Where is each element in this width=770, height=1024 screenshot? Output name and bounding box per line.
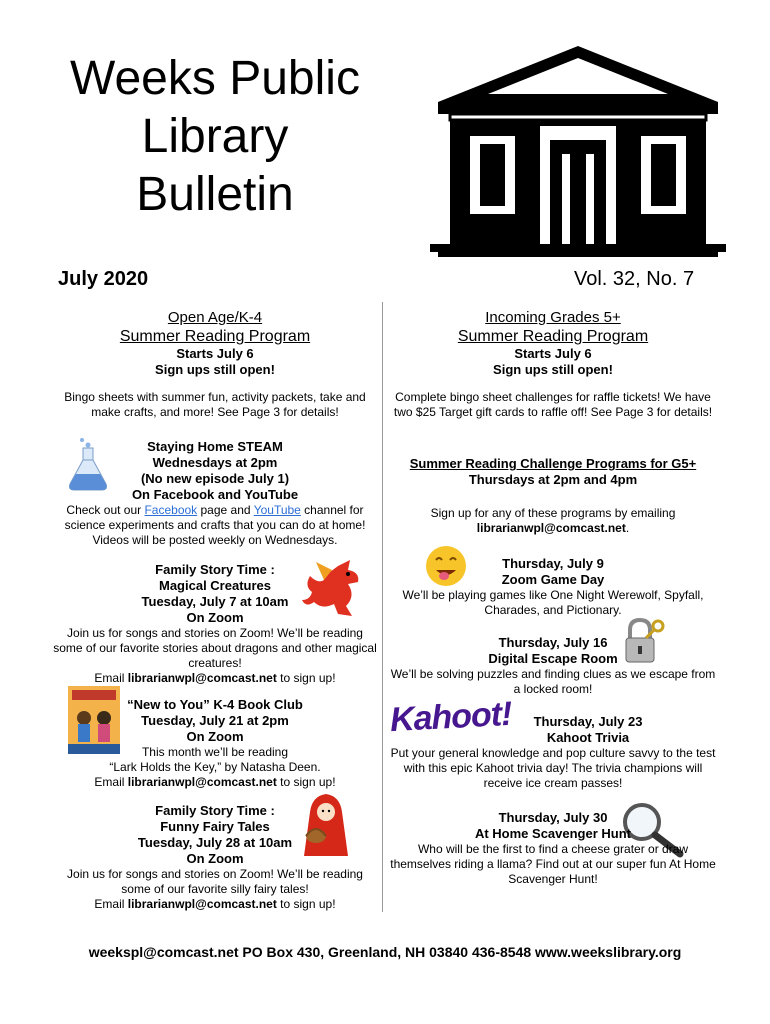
event1-desc: We’ll be playing games like One Night Werewolf, Spyfall, Charades, and Pictionary. xyxy=(402,588,704,617)
steam-title: Staying Home STEAM xyxy=(147,439,283,454)
left-srp-section xyxy=(52,308,378,420)
event4-desc: Who will be the first to find a cheese grater or draw themselves riding a llama? Find out at our super fun At Home Scavenger Hunt! xyxy=(390,842,716,886)
left-srp-title1: Open Age/K-4 xyxy=(167,309,263,326)
left-srp-starts: Starts July 6 xyxy=(176,346,254,361)
steam-section xyxy=(52,439,378,548)
youtube-link[interactable]: YouTube xyxy=(253,503,301,517)
challenge-title: Summer Reading Challenge Programs for G5+ xyxy=(409,456,697,471)
event3-name: Kahoot Trivia xyxy=(546,730,630,745)
title-line-2: Library xyxy=(141,110,289,163)
steam-desc: Check out our Facebook page and YouTube channel for science experiments and crafts that you can do at home! Videos will be posted weekly on Wednesdays. xyxy=(64,503,366,547)
story1-email[interactable]: librarianwpl@comcast.net xyxy=(127,671,277,685)
steam-where: On Facebook and YouTube xyxy=(131,487,299,502)
event2-date: Thursday, July 16 xyxy=(498,635,608,650)
story2-subtitle: Funny Fairy Tales xyxy=(160,819,270,834)
story1-section xyxy=(52,562,378,686)
story1-desc: Join us for songs and stories on Zoom! We’ll be reading some of our favorite stories about dragons and other magical creatures! xyxy=(53,626,377,670)
event3-section xyxy=(390,714,716,791)
kahoot-logo: Kahoot! xyxy=(389,694,513,740)
challenge-time: Thursdays at 2pm and 4pm xyxy=(468,472,638,487)
left-srp-desc: Bingo sheets with summer fun, activity packets, take and make crafts, and more! See Page 3 for details! xyxy=(64,390,366,419)
bookclub-email-line: Email librarianwpl@comcast.net to sign up! xyxy=(94,775,336,789)
bookclub-title: “New to You” K-4 Book Club xyxy=(127,697,303,712)
right-srp-signups: Sign ups still open! xyxy=(493,362,613,377)
bookclub-desc2: “Lark Holds the Key,” by Natasha Deen. xyxy=(109,760,321,774)
steam-time: Wednesdays at 2pm xyxy=(152,455,278,470)
event1-date: Thursday, July 9 xyxy=(502,556,604,571)
bookclub-date: Tuesday, July 21 at 2pm xyxy=(141,713,289,728)
right-srp-title2: Summer Reading Program xyxy=(457,328,649,345)
left-srp-title2: Summer Reading Program xyxy=(119,328,311,345)
event2-desc: We’ll be solving puzzles and finding clues as we escape from a locked room! xyxy=(390,667,716,696)
issue-volume: Vol. 32, No. 7 xyxy=(574,268,695,290)
challenge-section xyxy=(390,456,716,536)
story1-subtitle: Magical Creatures xyxy=(159,578,271,593)
bookclub-where: On Zoom xyxy=(186,729,244,744)
story2-title: Family Story Time : xyxy=(155,803,275,818)
story1-date: Tuesday, July 7 at 10am xyxy=(141,594,289,609)
title-line-3: Bulletin xyxy=(136,168,294,221)
story2-section xyxy=(52,803,378,912)
event4-date: Thursday, July 30 xyxy=(498,810,608,825)
story2-email[interactable]: librarianwpl@comcast.net xyxy=(127,897,277,911)
column-divider xyxy=(382,302,383,912)
event3-date: Thursday, July 23 xyxy=(533,714,643,729)
event4-section xyxy=(390,810,716,887)
event3-desc: Put your general knowledge and pop culture savvy to the test with this epic Kahoot trivia day! The trivia champions will receive ice cream passes! xyxy=(390,746,716,790)
challenge-desc: Sign up for any of these programs by emailing xyxy=(430,506,676,520)
right-srp-title1: Incoming Grades 5+ xyxy=(485,309,621,326)
library-building-icon xyxy=(428,44,728,259)
event1-name: Zoom Game Day xyxy=(501,572,605,587)
bookclub-email[interactable]: librarianwpl@comcast.net xyxy=(127,775,277,789)
story2-email-line: Email librarianwpl@comcast.net to sign up! xyxy=(94,897,336,911)
bookclub-section xyxy=(52,697,378,790)
title-line-1: Weeks Public xyxy=(70,52,360,105)
challenge-email[interactable]: librarianwpl@comcast.net xyxy=(476,521,626,535)
left-srp-signups: Sign ups still open! xyxy=(155,362,275,377)
event2-name: Digital Escape Room xyxy=(488,651,618,666)
story2-desc: Join us for songs and stories on Zoom! We’ll be reading some of our favorite silly fairy tales! xyxy=(67,867,363,896)
bookclub-desc1: This month we’ll be reading xyxy=(141,745,289,759)
steam-note: (No new episode July 1) xyxy=(140,471,290,486)
footer-contact: weekspl@comcast.net PO Box 430, Greenland, NH 03840 436-8548 www.weekslibrary.org xyxy=(88,944,682,960)
challenge-email-line: librarianwpl@comcast.net. xyxy=(476,521,630,535)
event4-name: At Home Scavenger Hunt xyxy=(474,826,632,841)
right-srp-section xyxy=(390,308,716,420)
right-srp-starts: Starts July 6 xyxy=(514,346,592,361)
story1-title: Family Story Time : xyxy=(155,562,275,577)
story2-date: Tuesday, July 28 at 10am xyxy=(137,835,293,850)
right-srp-desc: Complete bingo sheet challenges for raffle tickets! We have two $25 Target gift cards to raffle off! See Page 3 for details! xyxy=(393,390,713,419)
facebook-link[interactable]: Facebook xyxy=(144,503,198,517)
event1-section xyxy=(390,556,716,618)
bulletin-title xyxy=(30,50,400,224)
story1-email-line: Email librarianwpl@comcast.net to sign up! xyxy=(94,671,336,685)
event2-section xyxy=(390,635,716,697)
story2-where: On Zoom xyxy=(186,851,244,866)
story1-where: On Zoom xyxy=(186,610,244,625)
issue-date: July 2020 xyxy=(58,268,149,290)
